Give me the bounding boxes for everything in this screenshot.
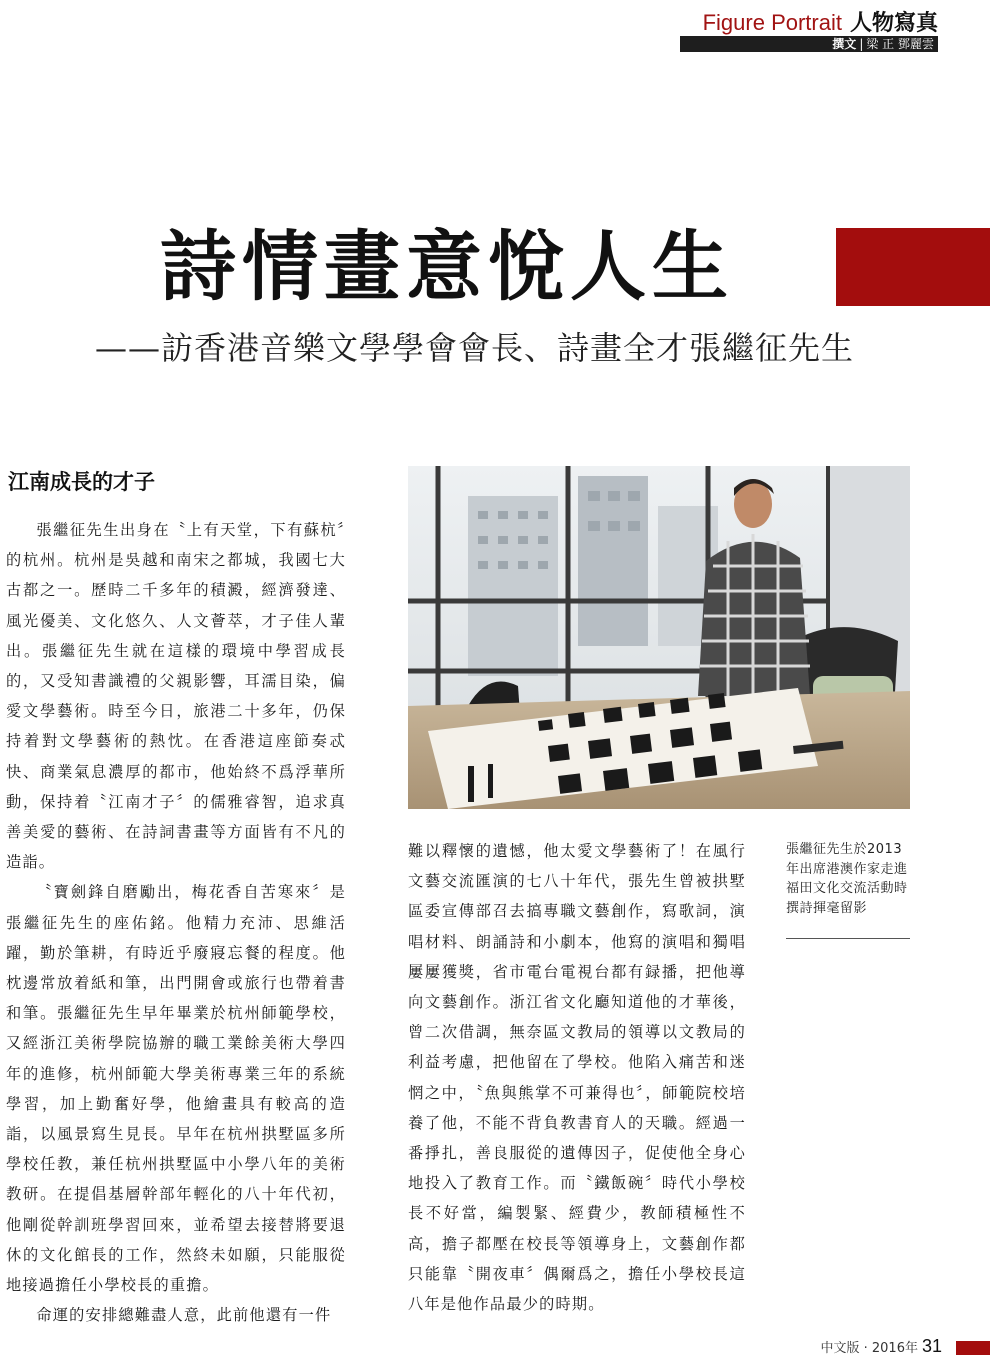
caption-divider: [786, 938, 910, 939]
byline-bar: [680, 36, 938, 52]
section-header: [703, 6, 938, 37]
byline-author: 梁 正 鄧麗雲: [866, 37, 934, 51]
decorative-red-block: [836, 228, 990, 306]
footer-red-bar: [956, 1341, 990, 1355]
article-title: 詩情畫意悅人生: [160, 222, 734, 311]
byline-separator: |: [859, 37, 864, 51]
photo-caption: 張繼征先生於2013年出席港澳作家走進福田文化交流活動時撰詩揮毫留影: [786, 842, 908, 916]
paragraph: 命運的安排總難盡人意，此前他還有一件: [36, 1306, 332, 1325]
section-title-zh: 人物寫真: [849, 11, 938, 36]
section-title-en: Figure Portrait: [702, 10, 842, 35]
calligraphy-photo-illustration: [408, 466, 910, 809]
right-text-column: [408, 836, 746, 1319]
article-photo: [408, 466, 910, 809]
paragraph: 難以釋懷的遺憾，他太愛文學藝術了！在風行文藝交流匯演的七八十年代，張先生曾被拱墅區委宣傳部召去搞專職文藝創作，寫歌詞，演唱材料、朗誦詩和小劇本，他寫的演唱和獨唱屢屢獲獎，省市電台電視台都有録播，把他導向文藝創作。浙江省文化廳知道他的才華後，曾二次借調，無奈區文教局的領導以文教局的利益考慮，把他留在了學校。他陷入痛苦和迷惘之中，〝魚與熊掌不可兼得也〞，師範院校培養了他，不能不背負教書育人的天職。經過一番掙扎，善良服從的遺傳因子，促使他全身心地投入了教育工作。而〝鐵飯碗〞時代小學校長不好當，編製緊、經費少，教師積極性不高，擔子都壓在校長等領導身上，文藝創作都只能靠〝開夜車〞偶爾爲之，擔任小學校長這八年是他作品最少的時期。: [408, 842, 746, 1314]
page-footer: [820, 1336, 942, 1357]
paragraph: 張繼征先生出身在〝上有天堂，下有蘇杭〞的杭州。杭州是吳越和南宋之都城，我國七大古都之一。歷時二千多年的積澱，經濟發達、風光優美、文化悠久、人文薈萃，才子佳人輩出。張繼征先生就在這樣的環境中學習成長的，又受知書識禮的父親影響，耳濡目染，偏愛文學藝術。時至今日，旅港二十多年，仍保持着對文學藝術的熱忱。在香港這座節奏忒快、商業氣息濃厚的都市，他始終不爲浮華所動，保持着〝江南才子〞的儒雅睿智，追求真善美愛的藝術、在詩詞書畫等方面皆有不凡的造詣。: [6, 521, 346, 872]
page-number: 31: [921, 1336, 942, 1356]
section-heading: 江南成長的才子: [8, 470, 155, 494]
article-subtitle: ——訪香港音樂文學學會會長、詩畫全才張繼征先生: [95, 329, 855, 367]
paragraph: 〝寶劍鋒自磨勵出，梅花香自苦寒來〞是張繼征先生的座佑銘。他精力充沛、思維活躍，勤於筆耕，有時近乎廢寢忘餐的程度。他枕邊常放着紙和筆，出門開會或旅行也帶着書和筆。張繼征先生早年畢業於杭州師範學校，又經浙江美術學院協辦的職工業餘美術大學四年的進修，杭州師範大學美術專業三年的系統學習，加上勤奮好學，他繪畫具有較高的造詣，以風景寫生見長。早年在杭州拱墅區多所學校任教，兼任杭州拱墅區中小學八年的美術教研。在提倡基層幹部年輕化的八十年代初，他剛從幹訓班學習回來，並希望去接替將要退休的文化館長的工作，然終未如願，只能服從地接過擔任小學校長的重擔。: [6, 883, 346, 1295]
byline-label: 撰文: [832, 37, 857, 51]
left-text-column: [6, 515, 346, 1330]
edition-label: 中文版 · 2016年: [820, 1341, 918, 1356]
